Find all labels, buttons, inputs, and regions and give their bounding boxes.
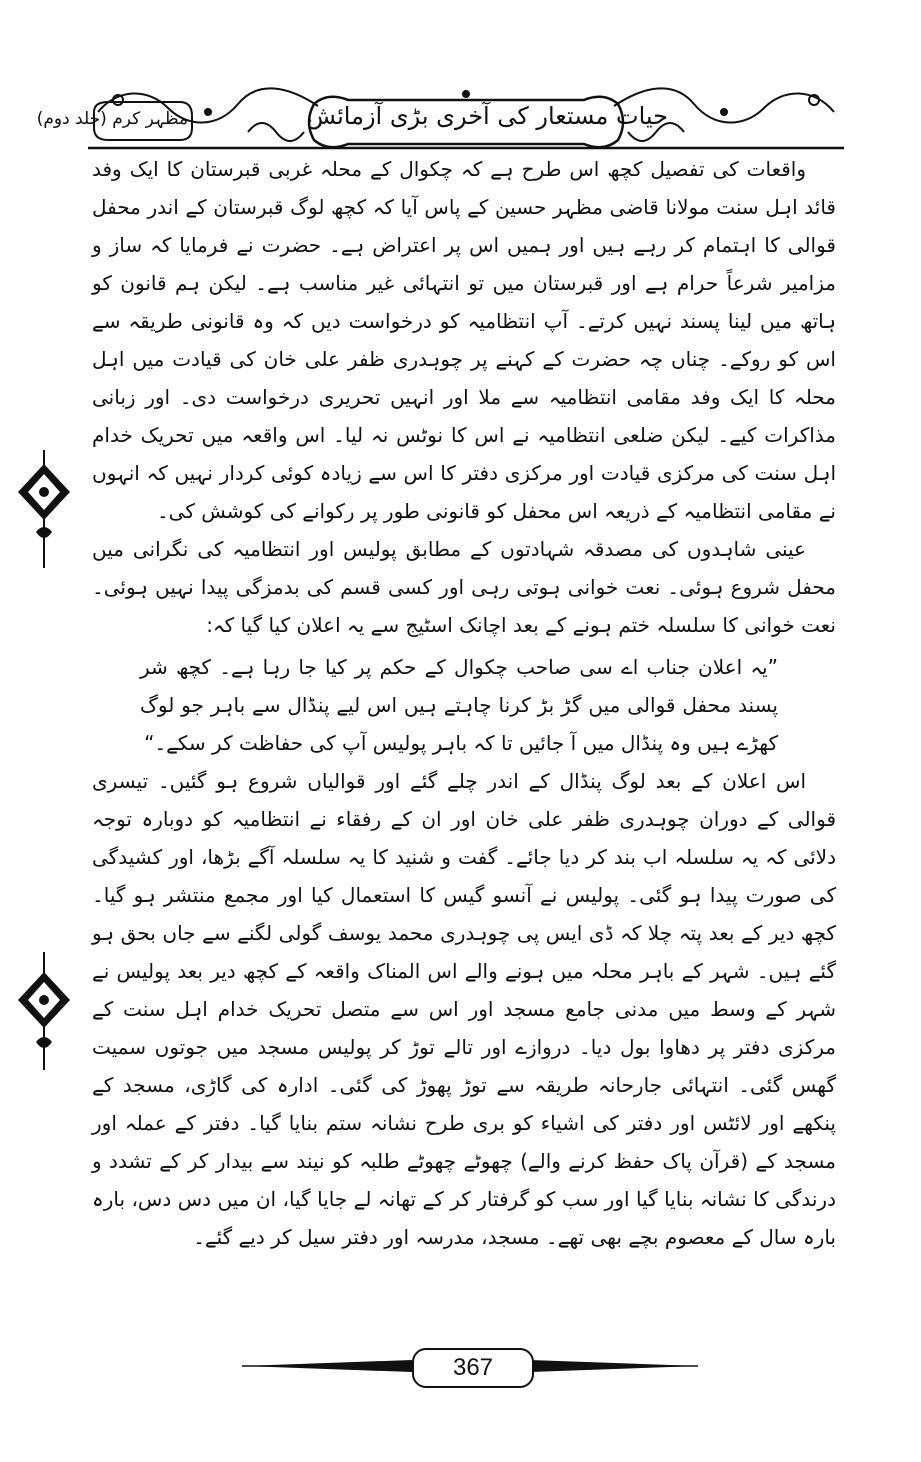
margin-ornament-icon <box>14 950 74 1072</box>
paragraph: اس اعلان کے بعد لوگ پنڈال کے اندر چلے گئے اور قوالیاں شروع ہو گئیں۔ تیسری قوالی کے دوران چوہدری ظفر علی خان اور ان کے رفقاء نے انتظامیہ کو دوبارہ توجہ دلائی کہ یہ سلسلہ اب بند کر دیا جائے۔ گفت و شنید کا یہ سلسلہ آگے بڑھا، اور کشیدگی کی صورت پیدا ہو گئی۔ پولیس نے آنسو گیس کا استعمال کیا اور مجمع منتشر ہو گیا۔ کچھ دیر کے بعد پتہ چلا کہ ڈی ایس پی چوہدری محمد یوسف گولی لگنے سے جاں بحق ہو گئے ہیں۔ شہر کے باہر محلہ میں ہونے والے اس المناک واقعہ کے کچھ دیر بعد پولیس نے شہر کے وسط میں مدنی جامع مسجد اور اس سے متصل تحریک خدام اہل سنت کے مرکزی دفتر پر دھاوا بول دیا۔ دروازے اور تالے توڑ کر پولیس مسجد میں جوتوں سمیت گھس گئی۔ انتہائی جارحانہ طریقہ سے توڑ پھوڑ کی گئی۔ ادارہ کی گاڑی، مسجد کے پنکھے اور لائٹس اور دفتر کی اشیاء کو بری طرح نشانہ ستم بنایا گیا۔ دفتر کے عملہ اور مسجد کے (قرآن پاک حفظ کرنے والے) چھوٹے چھوٹے طلبہ کو نیند سے بیدار کر کے تشدد و درندگی کا نشانہ بنایا گیا اور سب کو گرفتار کر کے تھانہ لے جایا گیا، ان میں دس دس، بارہ بارہ سال کے معصوم بچے بھی تھے۔ مسجد، مدرسہ اور دفتر سیل کر دیے گئے۔ <box>92 769 836 1249</box>
margin-ornament-icon <box>14 448 74 570</box>
block-quote: ”یہ اعلان جناب اے سی صاحب چکوال کے حکم پر کیا جا رہا ہے۔ کچھ شر پسند محفل قوالی میں گڑ بڑ کرنا چاہتے ہیں اس لیے پنڈال سے باہر جو لوگ کھڑے ہیں وہ پنڈال میں آ جائیں تا کہ باہر پولیس آپ کی حفاظت کر سکے۔“ <box>140 655 778 755</box>
book-volume-label: مظہر کرم (جلد دوم) <box>36 109 188 129</box>
page-number: 367 <box>412 1348 534 1388</box>
paragraph: واقعات کی تفصیل کچھ اس طرح ہے کہ چکوال کے محلہ غربی قبرستان کا ایک وفد قائد اہل سنت مولانا قاضی مظہر حسین کے پاس آیا کہ کچھ لوگ قبرستان کے اندر محفل قوالی کا اہتمام کر رہے ہیں اور ہمیں اس پر اعتراض ہے۔ حضرت نے فرمایا کہ ساز و مزامیر شرعاً حرام ہے اور قبرستان میں تو انتہائی غیر مناسب ہے۔ لیکن ہم قانون کو ہاتھ میں لینا پسند نہیں کرتے۔ آپ انتظامیہ کو درخواست دیں کہ وہ قانونی طریقہ سے اس کو روکے۔ چناں چہ حضرت کے کہنے پر چوہدری ظفر علی خان کی قیادت میں اہل محلہ کا ایک وفد مقامی انتظامیہ سے ملا اور انہیں تحریری درخواست دی۔ اور زبانی مذاکرات کیے۔ لیکن ضلعی انتظامیہ نے اس کا نوٹس نہ لیا۔ اس واقعہ میں تحریک خدام اہل سنت کی مرکزی قیادت اور مرکزی دفتر کا اس سے زیادہ کوئی کردار نہیں کہ انہوں نے مقامی انتظامیہ کے ذریعہ اس محفل کو قانونی طور پر رکوانے کی کوشش کی۔ <box>92 157 836 523</box>
page-footer <box>240 1340 700 1400</box>
chapter-title: حیات مستعار کی آخری بڑی آزمائش <box>306 102 668 130</box>
page-body-text <box>92 150 836 1256</box>
paragraph: عینی شاہدوں کی مصدقہ شہادتوں کے مطابق پولیس اور انتظامیہ کی نگرانی میں محفل شروع ہوئی۔ نعت خوانی ہوتی رہی اور کسی قسم کی بدمزگی پیدا نہیں ہوئی۔ نعت خوانی کا سلسلہ ختم ہونے کے بعد اچانک اسٹیج سے یہ اعلان کیا گیا کہ: <box>92 537 836 637</box>
